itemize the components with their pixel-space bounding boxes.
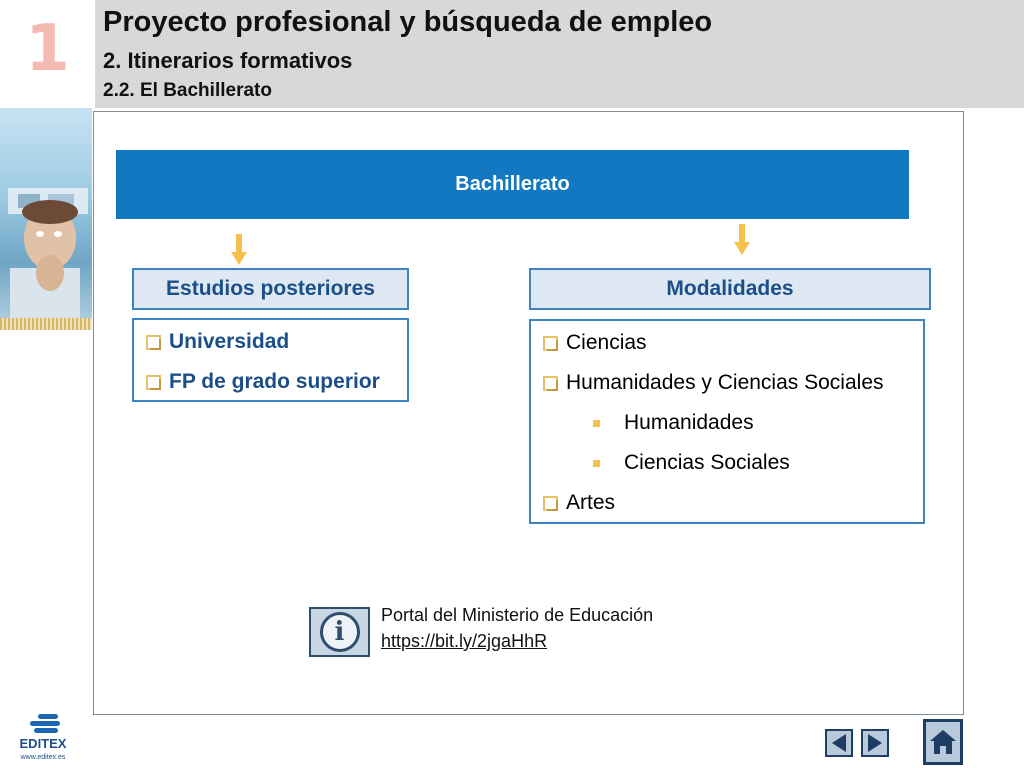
list-item: Artes (543, 489, 615, 517)
editex-logo (14, 712, 72, 764)
bachillerato-banner: Bachillerato (116, 150, 909, 219)
home-icon (930, 730, 956, 754)
next-slide-button[interactable] (861, 729, 889, 757)
home-button[interactable] (923, 719, 963, 765)
unit-number: 1 (25, 12, 70, 86)
decorative-fringe (0, 318, 92, 330)
list-subitem: Ciencias Sociales (593, 449, 790, 477)
list-item: Ciencias (543, 329, 647, 357)
square-bullet-icon (593, 460, 600, 467)
previous-slide-button[interactable] (825, 729, 853, 757)
page-title: Proyecto profesional y búsqueda de empleo (103, 6, 713, 38)
person-thinking-illustration (0, 108, 92, 330)
triangle-left-icon (832, 734, 846, 752)
section-title: 2. Itinerarios formativos (103, 48, 353, 73)
subsection-title: 2.2. El Bachillerato (103, 80, 272, 101)
decorative-photo (0, 108, 92, 330)
info-text-block (381, 602, 653, 654)
modalidades-list (529, 319, 925, 524)
info-text: Portal del Ministerio de Educación (381, 605, 654, 625)
list-subitem: Humanidades (593, 409, 754, 437)
estudios-posteriores-heading: Estudios posteriores (132, 268, 409, 310)
checkbox-bullet-icon (543, 376, 558, 391)
checkbox-bullet-icon (543, 336, 558, 351)
logo-site: www.editex.es (20, 754, 66, 761)
estudios-posteriores-list (132, 318, 409, 402)
triangle-right-icon (868, 734, 882, 752)
checkbox-bullet-icon (146, 375, 161, 390)
modalidades-heading: Modalidades (529, 268, 931, 310)
list-item: FP de grado superior (146, 368, 380, 396)
unit-number-box (0, 0, 95, 108)
list-item: Humanidades y Ciencias Sociales (543, 369, 884, 397)
list-item: Universidad (146, 328, 289, 356)
checkbox-bullet-icon (146, 335, 161, 350)
checkbox-bullet-icon (543, 496, 558, 511)
arrow-down-left-icon (231, 234, 247, 266)
square-bullet-icon (593, 420, 600, 427)
ministry-portal-link[interactable]: https://bit.ly/2jgaHhR (381, 631, 548, 651)
logo-brand: EDITEX (19, 736, 67, 751)
info-icon[interactable]: i (309, 607, 370, 657)
arrow-down-right-icon (734, 224, 750, 256)
